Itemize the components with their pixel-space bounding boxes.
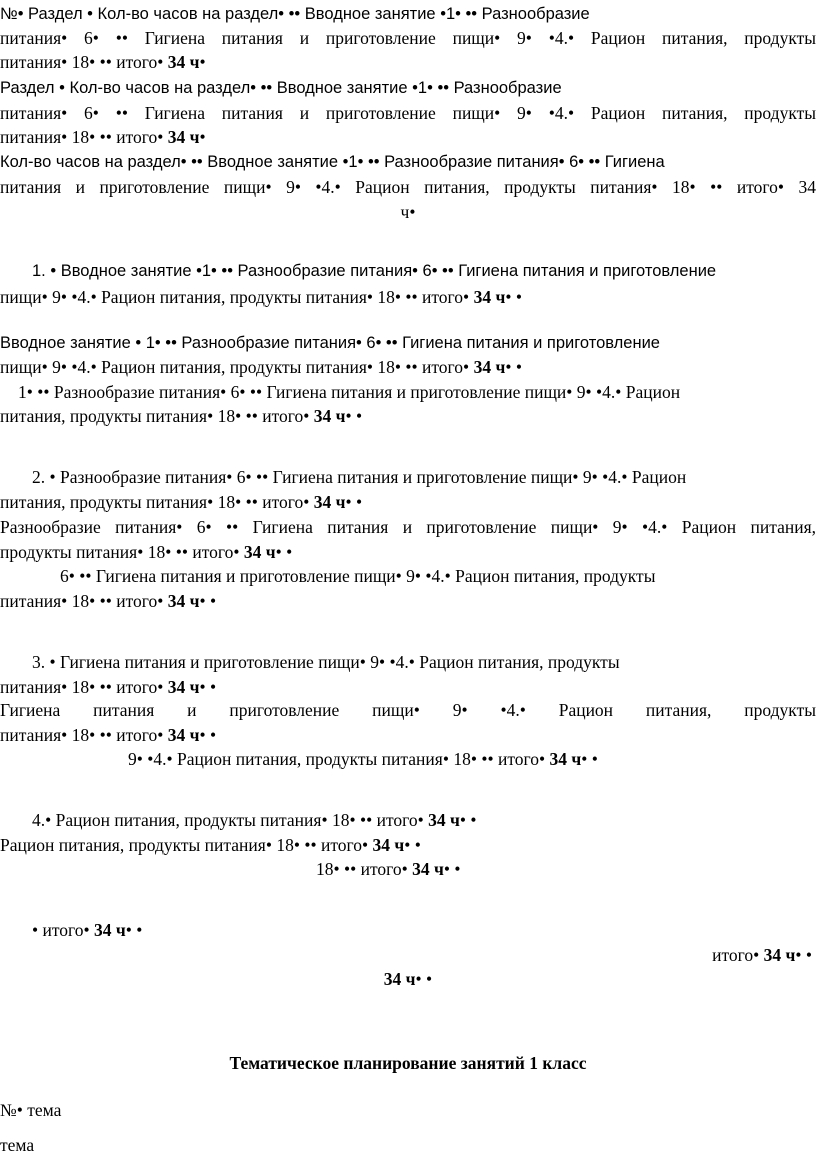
text-line: Вводное занятие • 1• •• Разнообразие питания• 6• •• Гигиена питания и приготовление (0, 334, 660, 352)
text-line: питания• 6• •• Гигиена питания и приготовление пищи• 9• •4.• Рацион питания, продукты (0, 103, 816, 123)
text-line: ч• (400, 202, 416, 222)
text-line: Рацион питания, продукты питания• 18• •• итого• 34 ч• • (0, 835, 421, 855)
text-line: Кол-во часов на раздел• •• Вводное занятие •1• •• Разнообразие питания• 6• •• Гигиена (0, 153, 665, 171)
text-line: • итого• 34 ч• • (32, 920, 143, 940)
text-line: 34 ч• • (383, 969, 433, 989)
text-line: №• Раздел • Кол-во часов на раздел• •• Вводное занятие •1• •• Разнообразие (0, 5, 590, 23)
text-line: пищи• 9• •4.• Рацион питания, продукты питания• 18• •• итого• 34 ч• • (0, 287, 522, 307)
text-line: питания• 18• •• итого• 34 ч• (0, 52, 206, 72)
text-line: продукты питания• 18• •• итого• 34 ч• • (0, 542, 293, 562)
text-line: питания• 18• •• итого• 34 ч• (0, 127, 206, 147)
text-line: 2. • Разнообразие питания• 6• •• Гигиена питания и приготовление пищи• 9• •4.• Рацион (32, 467, 687, 487)
text-line: 1• •• Разнообразие питания• 6• •• Гигиена питания и приготовление пищи• 9• •4.• Рацион (18, 382, 681, 402)
text-line: итого• 34 ч• • (712, 945, 812, 965)
text-line: питания, продукты питания• 18• •• итого• 34 ч• • (0, 406, 363, 426)
text-line: питания и приготовление пищи• 9• •4.• Рацион питания, продукты питания• 18• •• итого• 34 (0, 177, 816, 197)
text-line: 4.• Рацион питания, продукты питания• 18• •• итого• 34 ч• • (32, 810, 477, 830)
text-line: 3. • Гигиена питания и приготовление пищи• 9• •4.• Рацион питания, продукты (32, 652, 620, 672)
text-line: питания, продукты питания• 18• •• итого• 34 ч• • (0, 492, 363, 512)
text-line: Гигиена питания и приготовление пищи• 9• •4.• Рацион питания, продукты (0, 700, 816, 720)
text-line: 18• •• итого• 34 ч• • (316, 859, 461, 879)
text-line: пищи• 9• •4.• Рацион питания, продукты питания• 18• •• итого• 34 ч• • (0, 357, 522, 377)
text-line: питания• 18• •• итого• 34 ч• • (0, 725, 217, 745)
text-line: 1. • Вводное занятие •1• •• Разнообразие питания• 6• •• Гигиена питания и приготовление (32, 262, 717, 280)
text-line: Разнообразие питания• 6• •• Гигиена питания и приготовление пищи• 9• •4.• Рацион питания, (0, 517, 816, 537)
text-line: Раздел • Кол-во часов на раздел• •• Вводное занятие •1• •• Разнообразие (0, 79, 562, 97)
section-heading: Тематическое планирование занятий 1 класс (229, 1053, 587, 1073)
text-line: 6• •• Гигиена питания и приготовление пищи• 9• •4.• Рацион питания, продукты (60, 566, 656, 586)
text-line: питания• 6• •• Гигиена питания и приготовление пищи• 9• •4.• Рацион питания, продукты (0, 28, 816, 48)
text-line: питания• 18• •• итого• 34 ч• • (0, 677, 217, 697)
text-line: 9• •4.• Рацион питания, продукты питания• 18• •• итого• 34 ч• • (128, 749, 598, 769)
table-header-cell: №• тема (0, 1100, 62, 1120)
table-header-cell: тема (0, 1135, 35, 1155)
text-line: питания• 18• •• итого• 34 ч• • (0, 591, 217, 611)
